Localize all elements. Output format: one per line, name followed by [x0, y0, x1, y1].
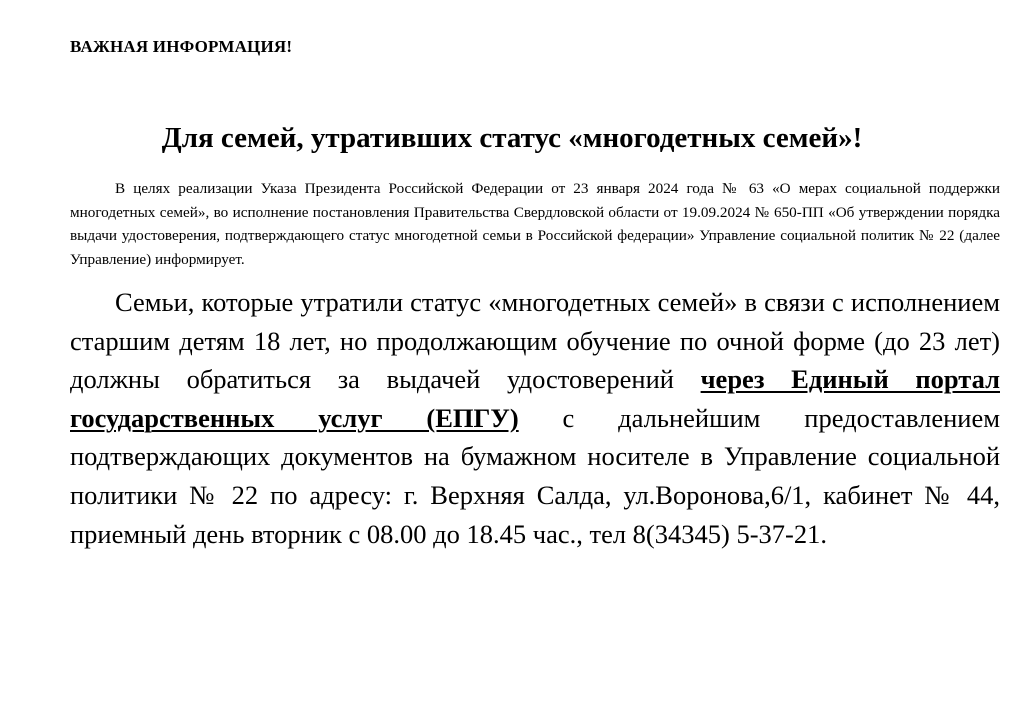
document-header: ВАЖНАЯ ИНФОРМАЦИЯ!	[70, 37, 293, 56]
document-title: Для семей, утративших статус «многодетных семей»!	[161, 122, 863, 154]
intro-paragraph: В целях реализации Указа Президента Российской Федерации от 23 января 2024 года № 63 «О мерах социальной поддержки многодетных семей», во исполнение постановления Правительства Свердловской области от 19.09.2024 № 650-ПП «Об утверждении порядка выдачи удостоверения, подтверждающего статус многодетной семьи в Российской федерации» Управление социальной политик № 22 (далее Управление) информирует.	[70, 180, 1000, 268]
main-paragraph	[70, 283, 1000, 553]
epgu-emphasis: через Единый портал государственных услуг (ЕПГУ)	[70, 364, 1000, 433]
main-paragraph-part1: Семьи, которые утратили статус «многодетных семей» в связи с исполнением старшим детям 18 лет, но продолжающим обучение по очной форме (до 23 лет) должны обратиться за выдачей удостоверений	[70, 287, 1000, 395]
main-paragraph-part2: с дальнейшим предоставлением подтверждающих документов на бумажном носителе в Управление социальной политики № 22 по адресу: г. Верхняя Салда, ул.Воронова,6/1, кабинет № 44, приемный день вторник с 08.00 до 18.45 час., тел 8(34345) 5-37-21.	[70, 402, 1000, 549]
